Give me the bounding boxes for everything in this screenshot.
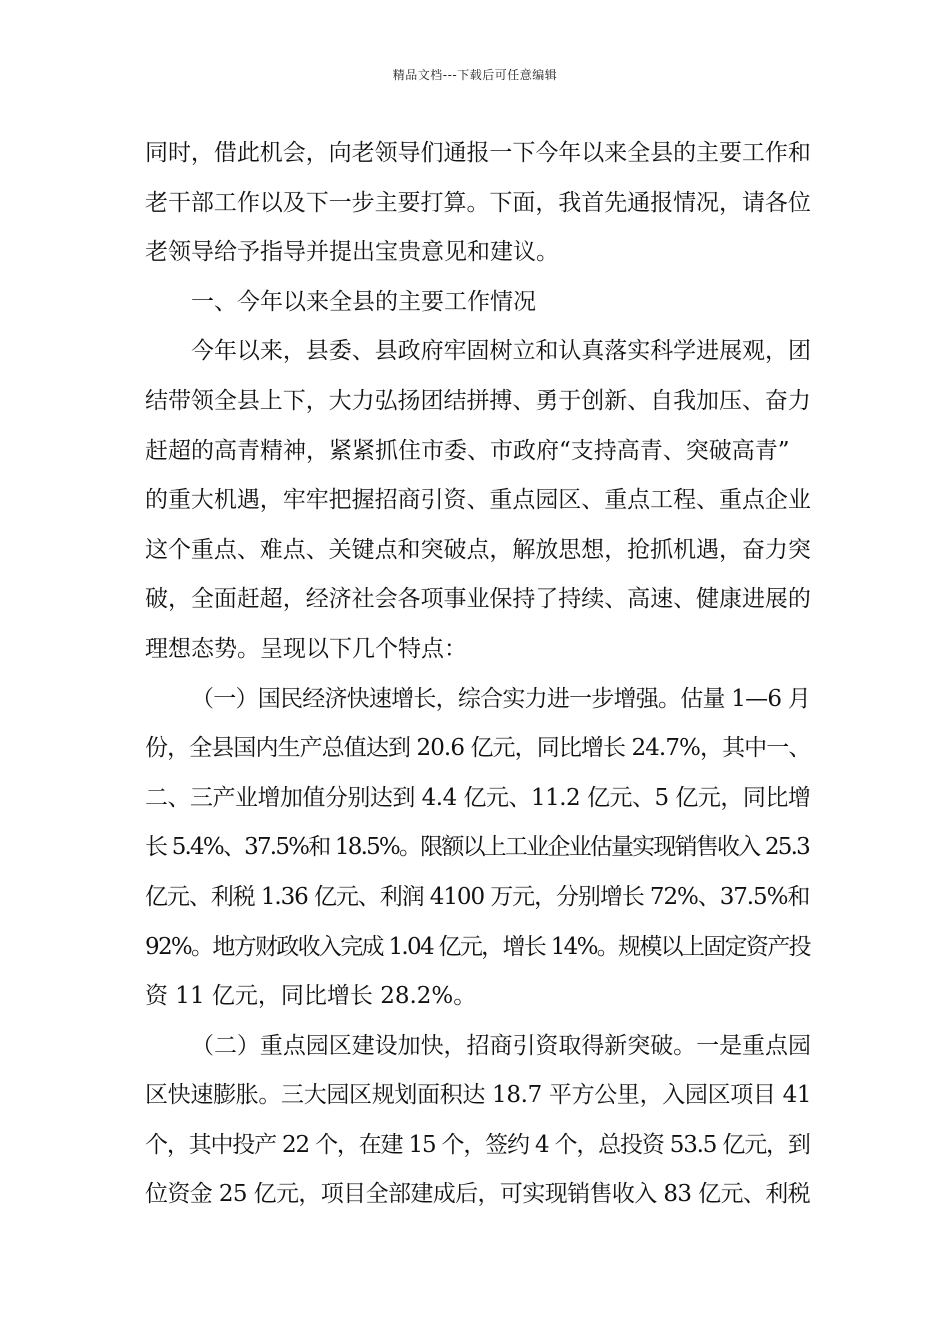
text-line: 这个重点、难点、关键点和突破点，解放思想，抢抓机遇，奋力突 (145, 536, 811, 563)
text-line: 同时，借此机会，向老领导们通报一下今年以来全县的主要工作和 (145, 140, 811, 166)
text-line: 位资金 25 亿元，项目全部建成后，可实现销售收入 83 亿元、利税 (145, 1181, 811, 1208)
text-line: 二、三产业增加值分别达到 4.4 亿元、11.2 亿元、5 亿元，同比增 (145, 784, 811, 811)
text-line: （一）国民经济快速增长，综合实力进一步增强。估量 1—6 月 (191, 685, 811, 712)
page-header: 精品文档---下载后可任意编辑 (392, 68, 558, 82)
text-line: 资 11 亿元，同比增长 28.2%。 (145, 983, 477, 1010)
text-line: 赶超的高青精神，紧紧抓住市委、市政府“支持高青、突破高青” (145, 437, 790, 464)
text-line: 一、今年以来全县的主要工作情况 (191, 288, 536, 315)
text-line: 亿元、利税 1.36 亿元、利润 4100 万元，分别增长 72%、37.5%和 (145, 883, 810, 910)
text-line: 个，其中投产 22 个，在建 15 个，签约 4 个，总投资 53.5 亿元，到 (145, 1131, 810, 1158)
text-line: 区快速膨胀。三大园区规划面积达 18.7 平方公里，入园区项目 41 (145, 1082, 812, 1109)
text-line: 破，全面赶超，经济社会各项事业保持了持续、高速、健康进展的 (145, 586, 811, 613)
text-line: 理想态势。呈现以下几个特点： (145, 635, 467, 662)
text-line: 92%。地方财政收入完成 1.04 亿元，增长 14%。规模以上固定资产投 (145, 933, 810, 960)
text-line: 份，全县国内生产总值达到 20.6 亿元，同比增长 24.7%，其中一、 (145, 735, 811, 762)
text-line: 的重大机遇，牢牢把握招商引资、重点园区、重点工程、重点企业 (145, 487, 811, 514)
text-line: 今年以来，县委、县政府牢固树立和认真落实科学进展观，团 (191, 338, 811, 365)
text-line: 老干部工作以及下一步主要打算。下面，我首先通报情况，请各位 (145, 189, 811, 216)
text-line: （二）重点园区建设加快，招商引资取得新突破。一是重点园 (191, 1032, 811, 1059)
text-line: 结带领全县上下，大力弘扬团结拼搏、勇于创新、自我加压、奋力 (145, 387, 811, 414)
document-body (145, 133, 811, 1224)
text-line: 老领导给予指导并提出宝贵意见和建议。 (145, 239, 559, 266)
text-line: 长 5.4%、37.5%和 18.5%。限额以上工业企业估量实现销售收入 25.3 (145, 834, 809, 861)
